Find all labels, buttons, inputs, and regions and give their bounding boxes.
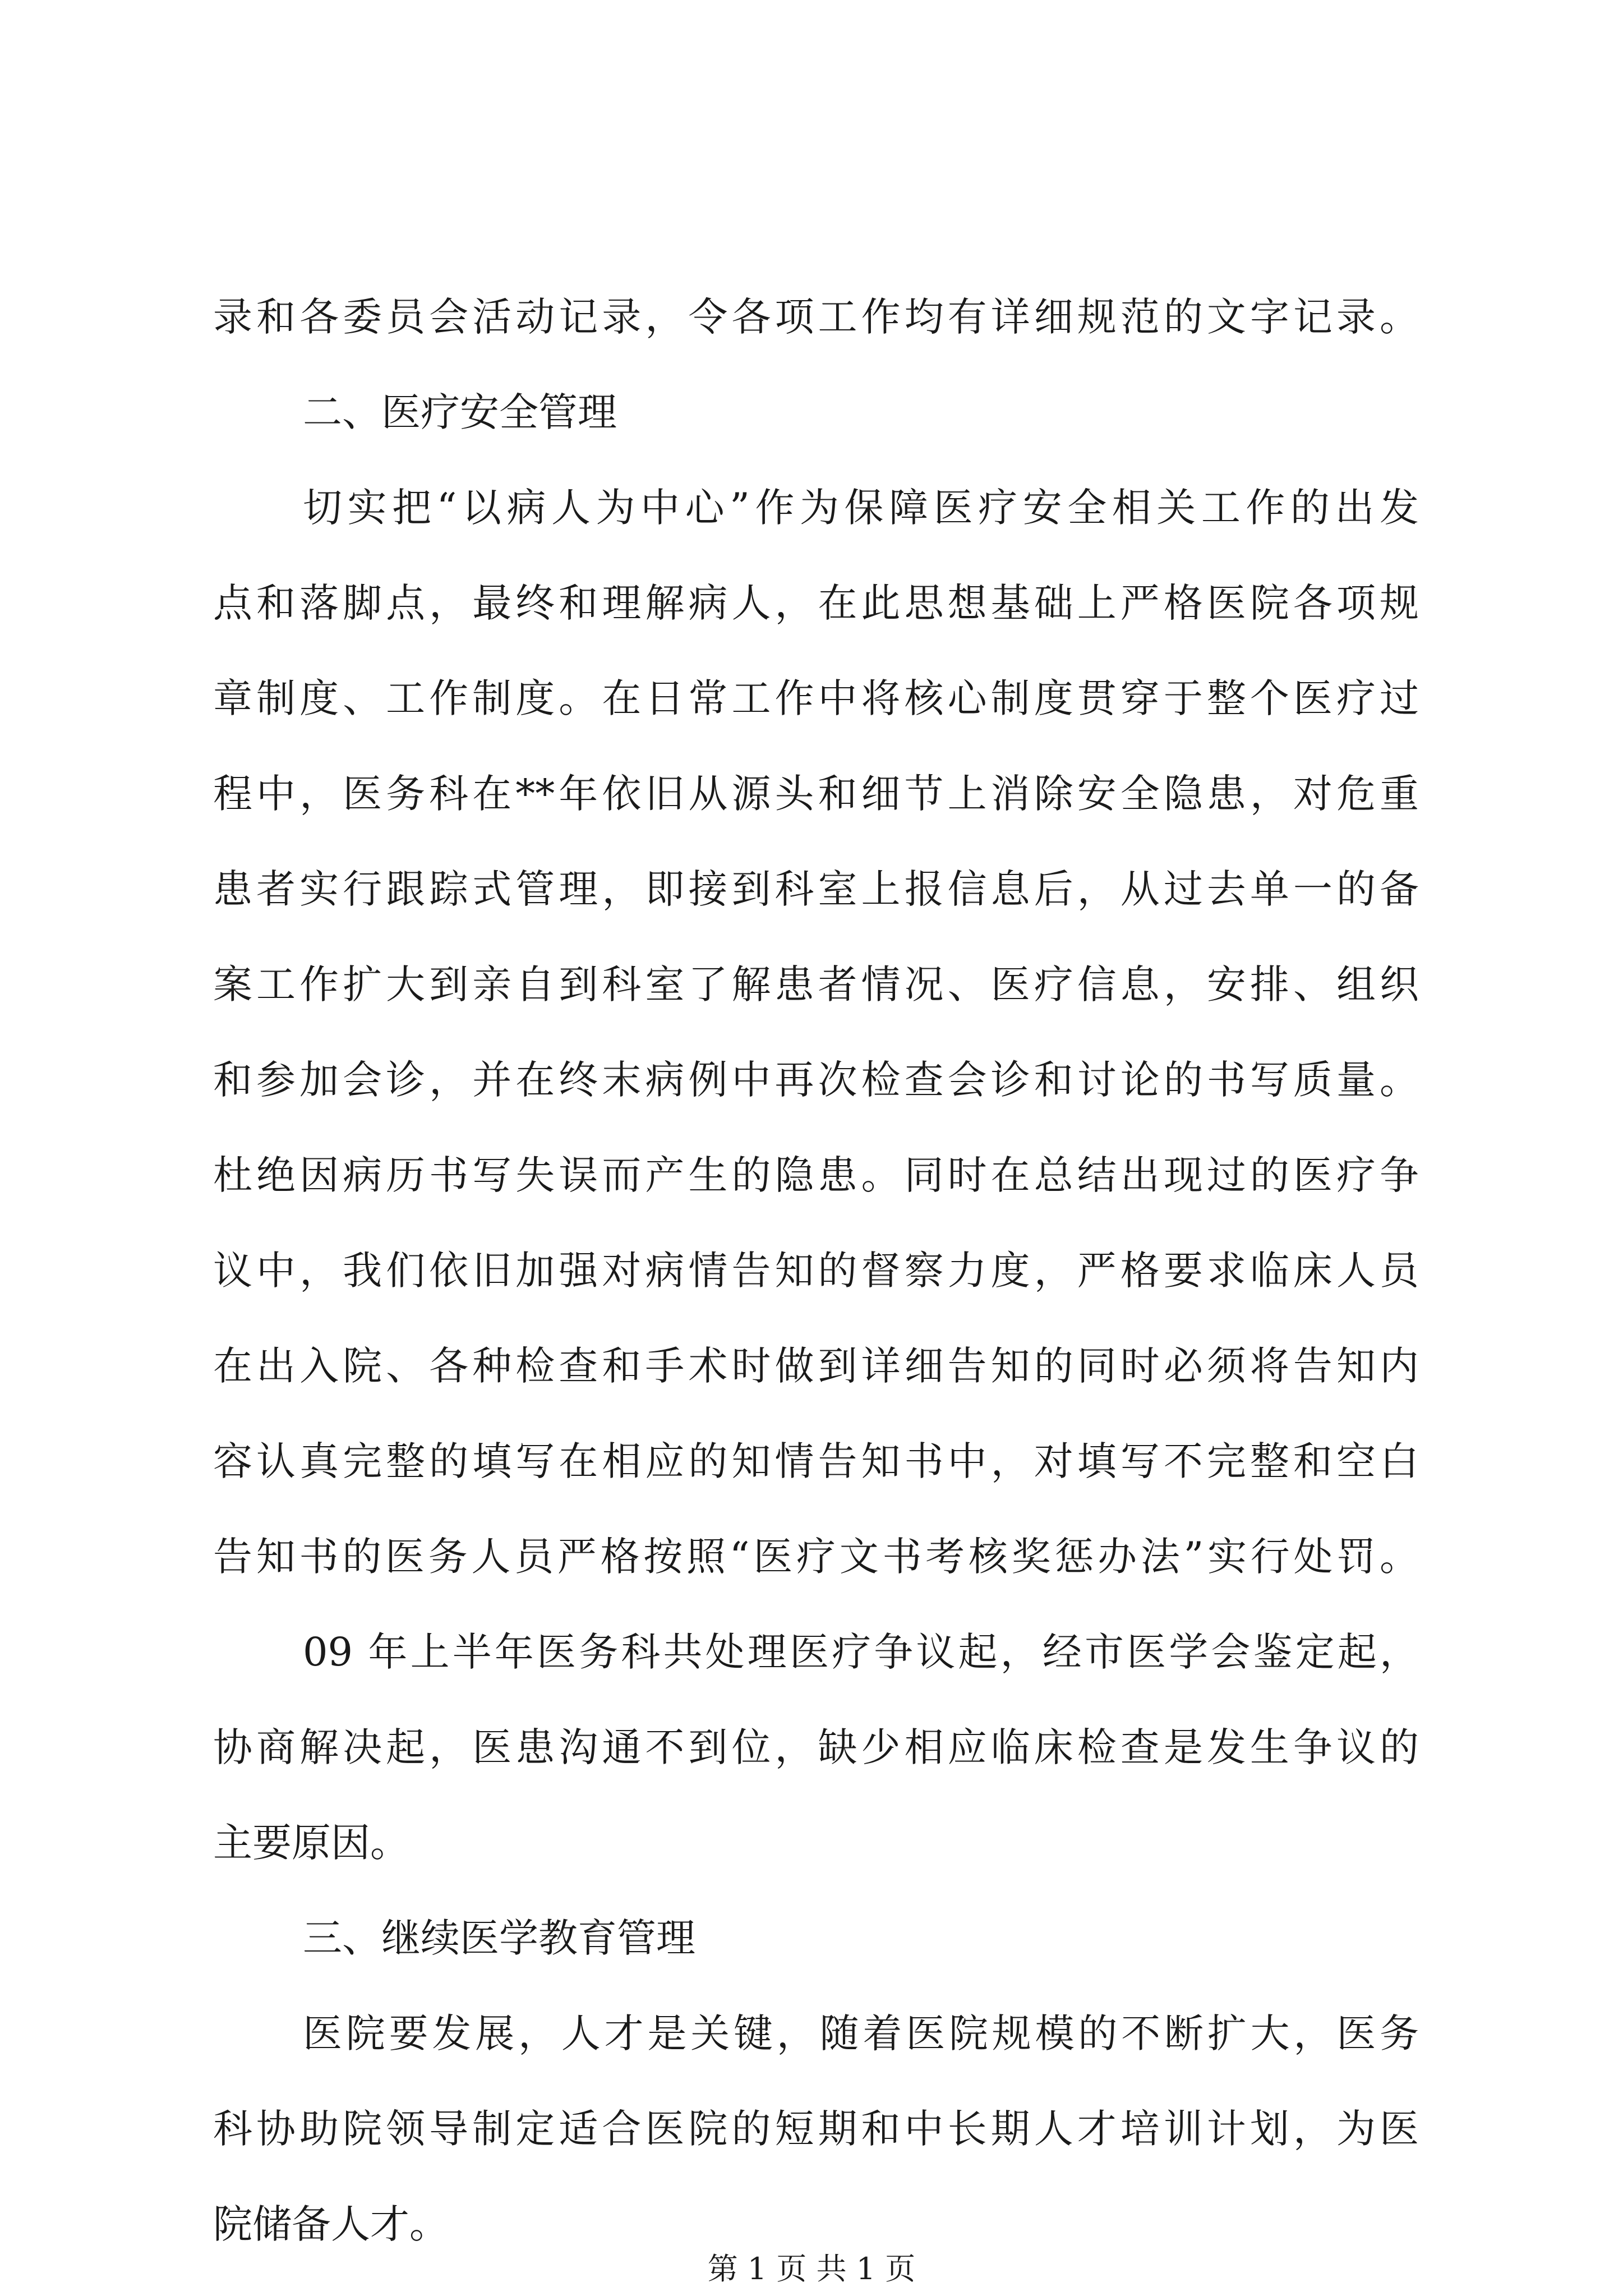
paragraph-line: 在出入院、各种检查和手术时做到详细告知的同时必须将告知内 xyxy=(213,1343,1419,1389)
paragraph-line: 科协助院领导制定适合医院的短期和中长期人才培训计划，为医 xyxy=(213,2106,1419,2152)
section-heading-continuing-education: 三、继续医学教育管理 xyxy=(303,1915,695,1961)
paragraph-line: 医院要发展，人才是关键，随着医院规模的不断扩大，医务 xyxy=(303,2010,1419,2056)
paragraph-line: 09 年上半年医务科共处理医疗争议起，经市医学会鉴定起， xyxy=(303,1629,1419,1675)
paragraph-line: 院储备人才。 xyxy=(213,2201,449,2247)
paragraph-line: 切实把“以病人为中心”作为保障医疗安全相关工作的出发 xyxy=(303,485,1419,531)
paragraph-line: 容认真完整的填写在相应的知情告知书中，对填写不完整和空白 xyxy=(213,1438,1419,1484)
paragraph-line: 杜绝因病历书写失误而产生的隐患。同时在总结出现过的医疗争 xyxy=(213,1152,1419,1198)
paragraph-line: 程中，医务科在**年依旧从源头和细节上消除安全隐患，对危重 xyxy=(213,771,1419,817)
paragraph-line: 主要原因。 xyxy=(213,1820,409,1866)
paragraph-line: 患者实行跟踪式管理，即接到科室上报信息后，从过去单一的备 xyxy=(213,866,1419,912)
page-footer: 第 1 页 共 1 页 xyxy=(707,2251,916,2286)
paragraph-line: 和参加会诊，并在终末病例中再次检查会诊和讨论的书写质量。 xyxy=(213,1057,1419,1103)
paragraph-line: 章制度、工作制度。在日常工作中将核心制度贯穿于整个医疗过 xyxy=(213,675,1419,721)
paragraph-line: 录和各委员会活动记录，令各项工作均有详细规范的文字记录。 xyxy=(213,294,1419,340)
paragraph-line: 案工作扩大到亲自到科室了解患者情况、医疗信息，安排、组织 xyxy=(213,961,1419,1007)
paragraph-line: 协商解决起，医患沟通不到位，缺少相应临床检查是发生争议的 xyxy=(213,1724,1419,1770)
section-heading-medical-safety: 二、医疗安全管理 xyxy=(303,389,617,435)
paragraph-line: 告知书的医务人员严格按照“医疗文书考核奖惩办法”实行处罚。 xyxy=(213,1534,1419,1580)
paragraph-line: 点和落脚点，最终和理解病人，在此思想基础上严格医院各项规 xyxy=(213,580,1419,626)
paragraph-line: 议中，我们依旧加强对病情告知的督察力度，严格要求临床人员 xyxy=(213,1248,1419,1294)
